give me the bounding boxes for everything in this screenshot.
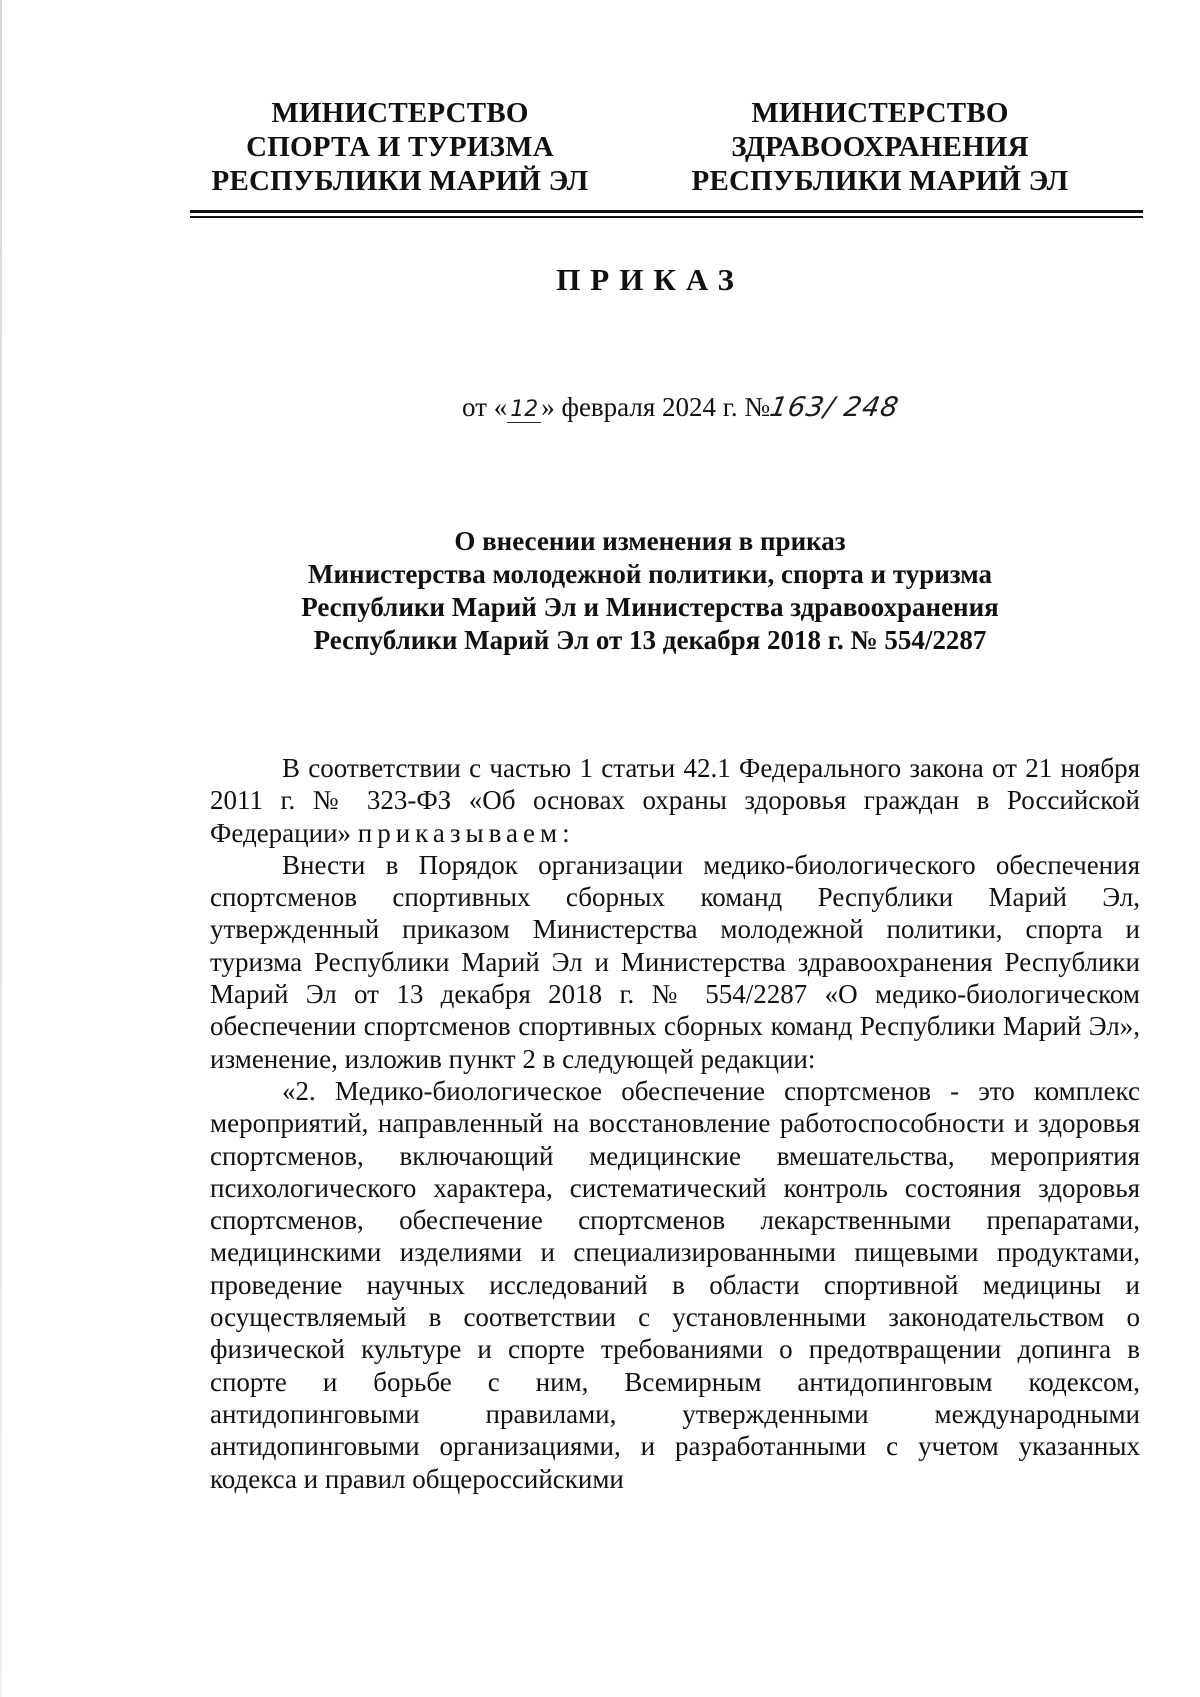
- document-title: ПРИКАЗ: [556, 262, 744, 297]
- order-subject: [160, 525, 1140, 657]
- ministry-sport-line-1: МИНИСТЕРСТВО: [271, 97, 529, 129]
- ministry-sport-heading: [190, 96, 610, 198]
- paragraph-item-2: «2. Медико-биологическое обеспечение спортсменов - это комплекс мероприятий, направленный на восстановление работоспособности и здоровья спортсменов, включающий медицинские вмешательства, мероприятия психологического характера, систематический контроль состояния здоровья спортсменов, обеспечение спортсменов лекарственными препаратами, медицинскими изделиями и специализированными пищевыми продуктами, проведение научных исследований в области спортивной медицины и осуществляемый в соответствии с установленными законодательством о физической культуре и спорте требованиями о предотвращении допинга в спорте и борьбе с ним, Всемирным антидопинговым кодексом, антидопинговыми правилами, утвержденными международными антидопинговыми организациями, и разработанными с учетом указанных кодекса и правил общероссийскими: [210, 1075, 1140, 1494]
- handwritten-day: 12: [507, 398, 541, 423]
- ministry-sport-line-2: СПОРТА И ТУРИЗМА: [246, 131, 554, 163]
- scan-edge: [0, 0, 2, 1697]
- ministry-health-line-2: ЗДРАВООХРАНЕНИЯ: [731, 131, 1029, 163]
- subject-line-3: Республики Марий Эл и Министерства здравоохранения: [301, 592, 999, 622]
- subject-line-2: Министерства молодежной политики, спорта и туризма: [308, 559, 992, 589]
- ministry-health-line-1: МИНИСТЕРСТВО: [751, 97, 1009, 129]
- preamble-text: В соответствии с частью 1 статьи 42.1 Федерального закона от 21 ноября 2011 г. № 323-ФЗ «Об основах охраны здоровья граждан в Российской Федерации»: [210, 753, 1140, 848]
- subject-line-1: О внесении изменения в приказ: [454, 526, 846, 556]
- ministry-health-line-3: РЕСПУБЛИКИ МАРИЙ ЭЛ: [691, 165, 1069, 197]
- document-body: [210, 752, 1140, 1495]
- ministry-sport-line-3: РЕСПУБЛИКИ МАРИЙ ЭЛ: [211, 165, 589, 197]
- order-middle: » февраля 2024 г. №: [541, 392, 771, 422]
- order-prefix: от «: [462, 392, 508, 422]
- subject-line-4: Республики Марий Эл от 13 декабря 2018 г. № 554/2287: [313, 625, 987, 655]
- document-header: [190, 96, 1090, 198]
- header-double-rule: [190, 210, 1143, 218]
- paragraph-preamble: [210, 752, 1140, 849]
- handwritten-order-number: 163/ 248: [767, 392, 902, 423]
- preamble-order-word: приказываем:: [357, 817, 575, 848]
- ministry-health-heading: [670, 96, 1090, 198]
- paragraph-amendment: Внести в Порядок организации медико-биологического обеспечения спортсменов спортивных сборных команд Республики Марий Эл, утвержденный приказом Министерства молодежной политики, спорта и туризма Республики Марий Эл и Министерства здравоохранения Республики Марий Эл от 13 декабря 2018 г. № 554/2287 «О медико-биологическом обеспечении спортсменов спортивных сборных команд Республики Марий Эл», изменение, изложив пункт 2 в следующей редакции:: [210, 849, 1140, 1074]
- order-date-number: [462, 392, 902, 423]
